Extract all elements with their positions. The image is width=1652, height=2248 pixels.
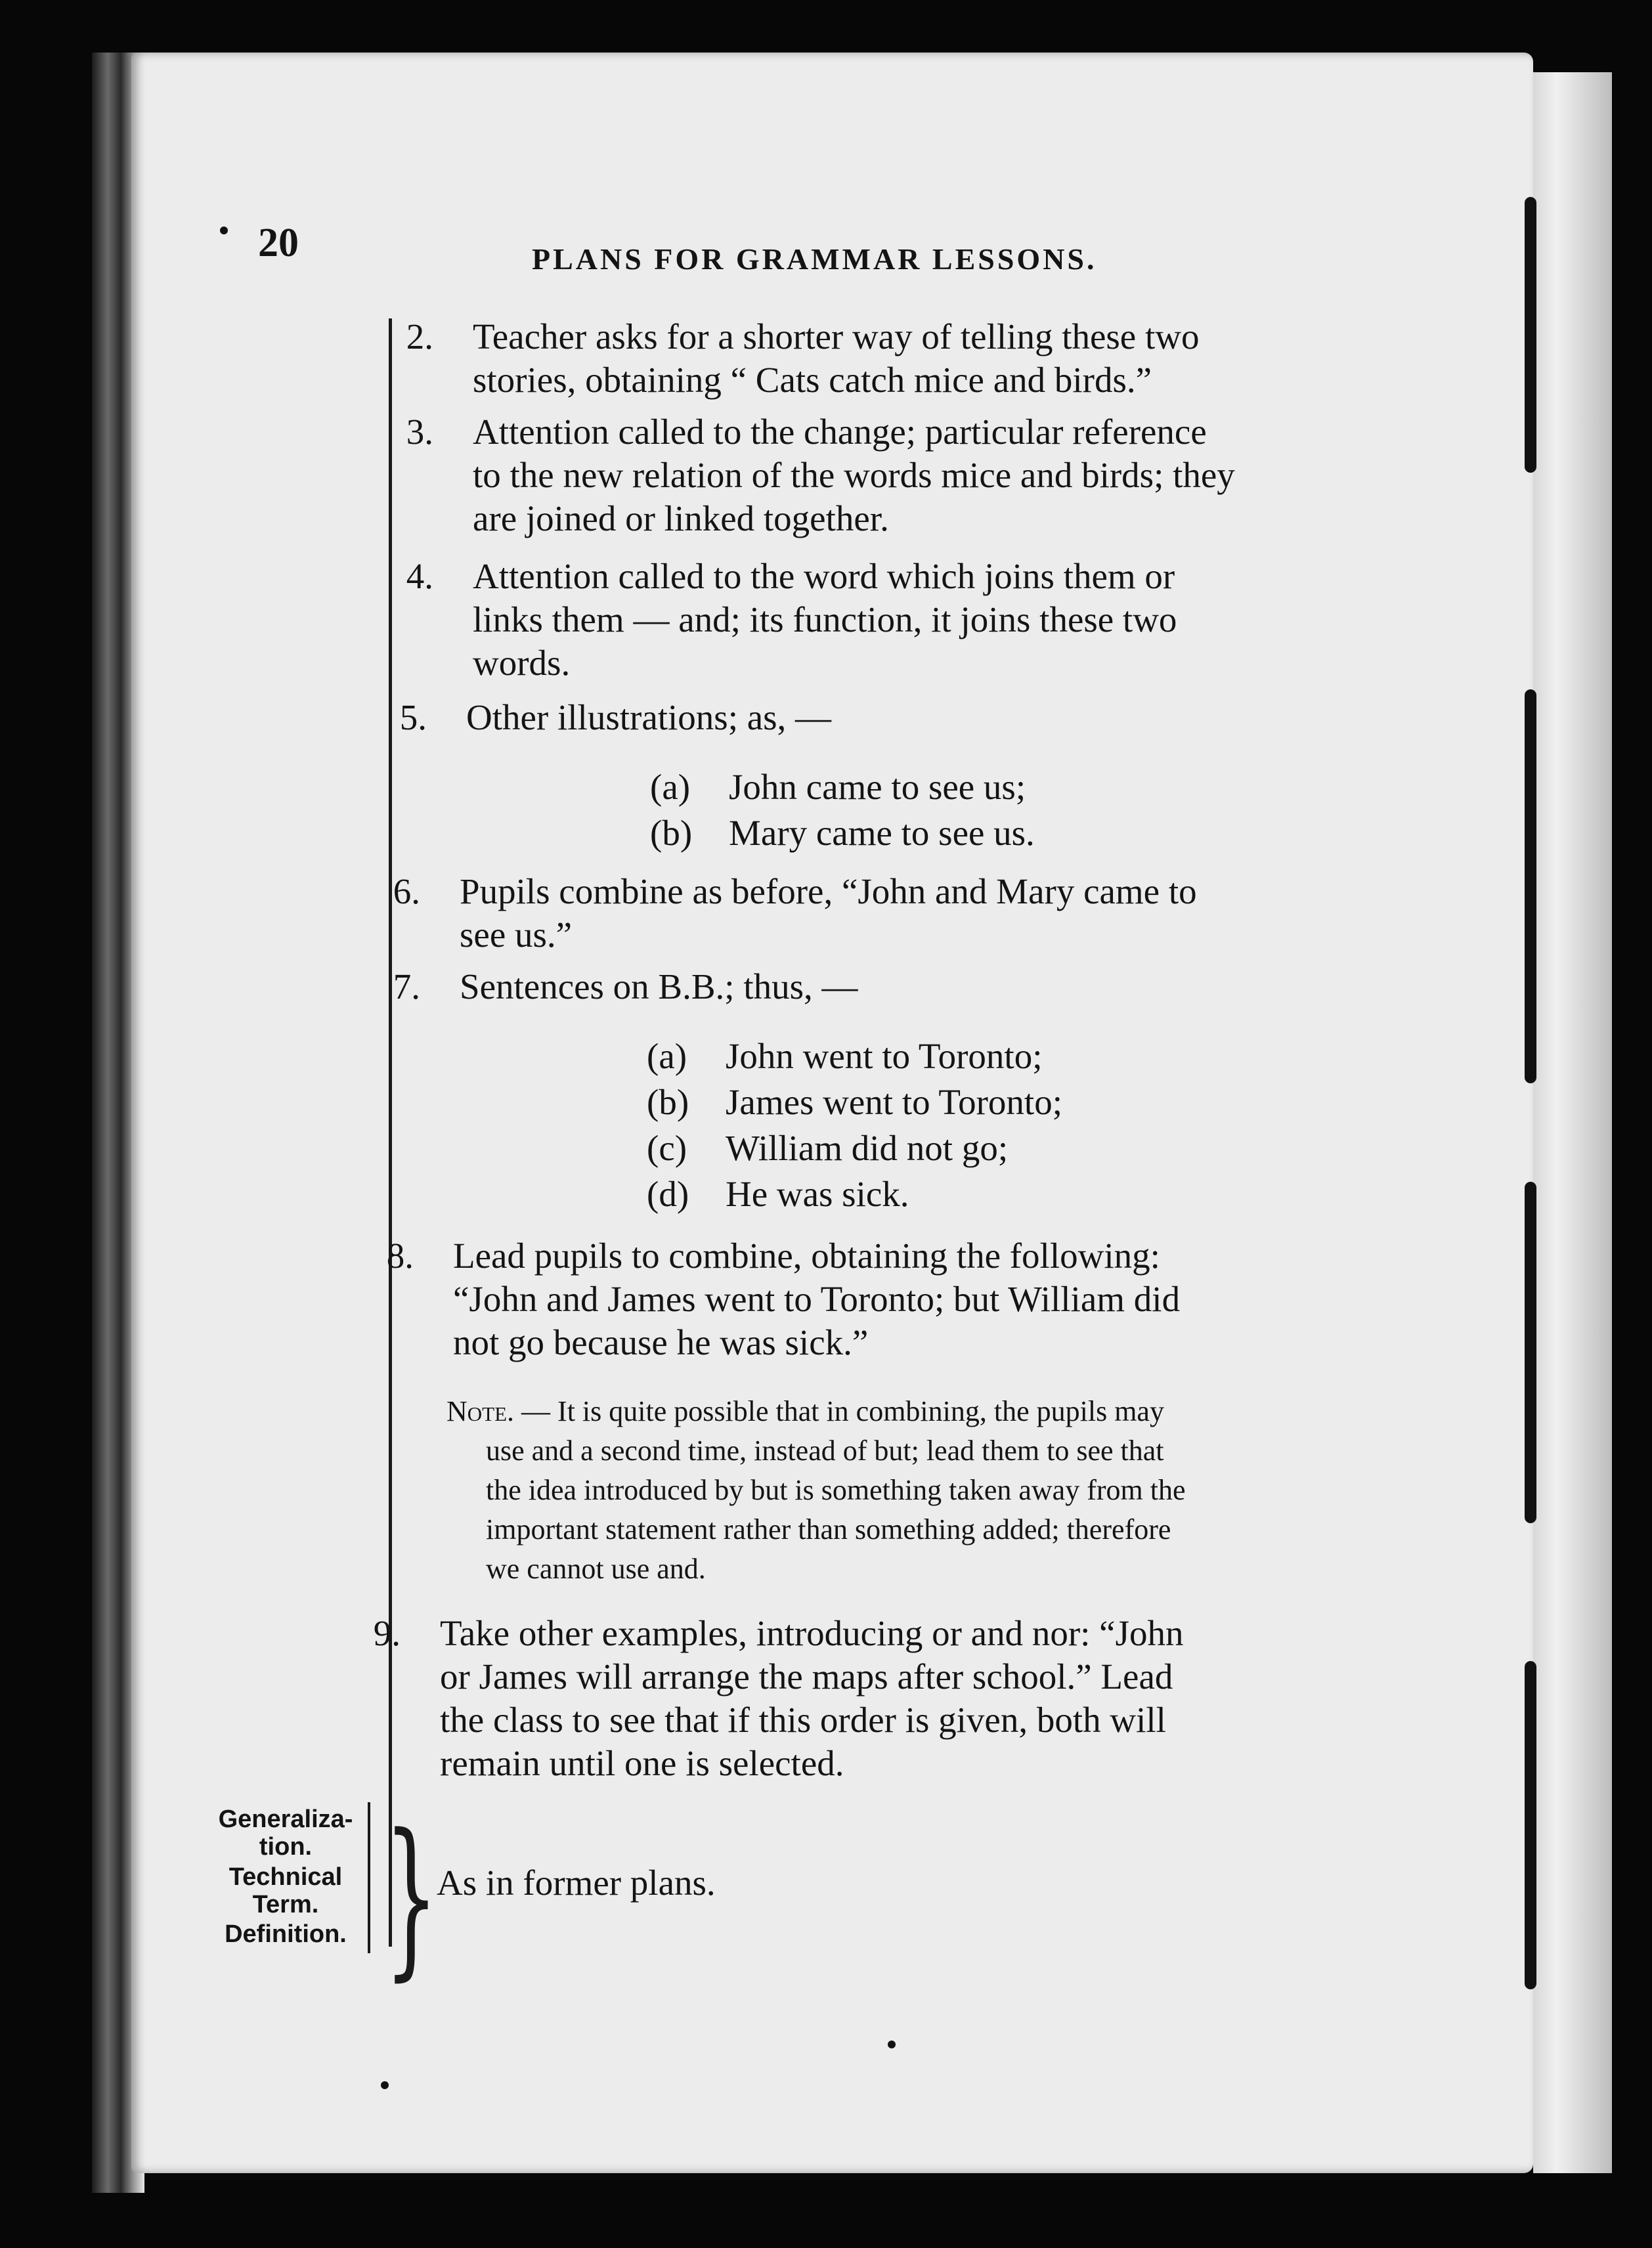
item-line: see us.” bbox=[460, 915, 573, 955]
example-line bbox=[647, 1172, 909, 1217]
sidebar-label: Term. bbox=[252, 1891, 319, 1918]
list-item bbox=[406, 410, 1399, 540]
note-line: important statement rather than something added; therefore bbox=[486, 1513, 1171, 1546]
running-head: PLANS FOR GRAMMAR LESSONS. bbox=[532, 242, 1097, 276]
sidebar-label: Technical bbox=[228, 1863, 343, 1891]
item-number: 3. bbox=[406, 412, 433, 452]
item-line: Pupils combine as before, “John and Mary came to bbox=[460, 871, 1197, 911]
sidebar-text: As in former plans. bbox=[437, 1863, 716, 1903]
binding-stitch bbox=[1525, 1661, 1536, 1989]
item-number: 9. bbox=[373, 1613, 401, 1653]
example-line bbox=[650, 765, 1026, 810]
item-line: Teacher asks for a shorter way of telling these two bbox=[473, 316, 1200, 357]
note-line: the idea introduced by but is something taken away from the bbox=[486, 1474, 1186, 1506]
item-line: links them — and; its function, it joins these two bbox=[473, 599, 1177, 639]
item-line: or James will arrange the maps after school.” Lead bbox=[440, 1656, 1173, 1697]
example-text: John went to Toronto; bbox=[726, 1036, 1043, 1076]
item-line: the class to see that if this order is given, both will bbox=[440, 1700, 1166, 1740]
item-number: 6. bbox=[393, 871, 420, 911]
page-number: 20 bbox=[258, 221, 299, 265]
sidebar-label: tion. bbox=[259, 1833, 313, 1861]
item-line: “John and James went to Toronto; but William did bbox=[453, 1279, 1181, 1319]
item-line: not go because he was sick.” bbox=[453, 1322, 869, 1362]
item-line: stories, obtaining “ Cats catch mice and birds.” bbox=[473, 360, 1152, 400]
item-number: 4. bbox=[406, 556, 433, 596]
item-number: 5. bbox=[399, 697, 427, 737]
example-line bbox=[647, 1034, 1043, 1079]
list-item bbox=[386, 1234, 1399, 1364]
list-item bbox=[406, 315, 1399, 402]
example-line bbox=[650, 811, 1035, 855]
item-line: Attention called to the change; particular reference bbox=[473, 412, 1207, 452]
right-brace: } bbox=[384, 1798, 439, 1997]
sidebar-label: Generaliza- bbox=[218, 1805, 353, 1833]
example-label: (a) bbox=[650, 767, 691, 807]
item-number: 8. bbox=[386, 1236, 414, 1276]
list-item bbox=[373, 1612, 1399, 1785]
binding-stitch bbox=[1525, 197, 1536, 473]
item-line: to the new relation of the words mice and birds; they bbox=[473, 455, 1235, 495]
speck bbox=[381, 2081, 389, 2089]
item-line: Lead pupils to combine, obtaining the following: bbox=[453, 1236, 1160, 1276]
note-line: use and a second time, instead of but; lead them to see that bbox=[486, 1435, 1164, 1467]
example-line bbox=[647, 1080, 1062, 1125]
note-text: It is quite possible that in combining, the pupils may bbox=[557, 1395, 1164, 1427]
example-text: James went to Toronto; bbox=[726, 1082, 1062, 1122]
list-item bbox=[399, 696, 1392, 739]
sidebar-rule bbox=[368, 1802, 370, 1953]
facing-page-edge bbox=[1533, 72, 1612, 2173]
binding-stitch bbox=[1525, 1182, 1536, 1523]
example-line bbox=[647, 1126, 1008, 1171]
list-item bbox=[393, 870, 1399, 957]
example-label: (d) bbox=[647, 1174, 689, 1214]
sidebar-label: Definition. bbox=[225, 1920, 347, 1948]
example-label: (b) bbox=[647, 1082, 689, 1122]
example-label: (c) bbox=[647, 1128, 687, 1168]
item-number: 7. bbox=[393, 966, 420, 1006]
speck bbox=[220, 227, 228, 234]
note-line bbox=[446, 1392, 1379, 1431]
example-text: Mary came to see us. bbox=[729, 813, 1035, 853]
example-text: William did not go; bbox=[726, 1128, 1009, 1168]
item-line: remain until one is selected. bbox=[440, 1743, 844, 1783]
item-line: words. bbox=[473, 643, 571, 683]
item-line: Sentences on B.B.; thus, — bbox=[460, 966, 858, 1006]
note-heading: Note. — bbox=[446, 1395, 551, 1427]
example-text: John came to see us; bbox=[729, 767, 1026, 807]
note-line: we cannot use and. bbox=[486, 1553, 706, 1585]
item-line: are joined or linked together. bbox=[473, 498, 889, 538]
item-line: Take other examples, introducing or and nor: “John bbox=[440, 1613, 1184, 1653]
example-label: (b) bbox=[650, 813, 693, 853]
speck bbox=[888, 2041, 896, 2048]
item-line: Other illustrations; as, — bbox=[466, 697, 832, 737]
item-number: 2. bbox=[406, 316, 433, 357]
example-label: (a) bbox=[647, 1036, 687, 1076]
note-block bbox=[446, 1392, 1379, 1589]
binding-stitch bbox=[1525, 689, 1536, 1083]
list-item bbox=[406, 555, 1399, 685]
item-line: Attention called to the word which joins them or bbox=[473, 556, 1175, 596]
example-text: He was sick. bbox=[726, 1174, 909, 1214]
list-item bbox=[393, 965, 1399, 1008]
